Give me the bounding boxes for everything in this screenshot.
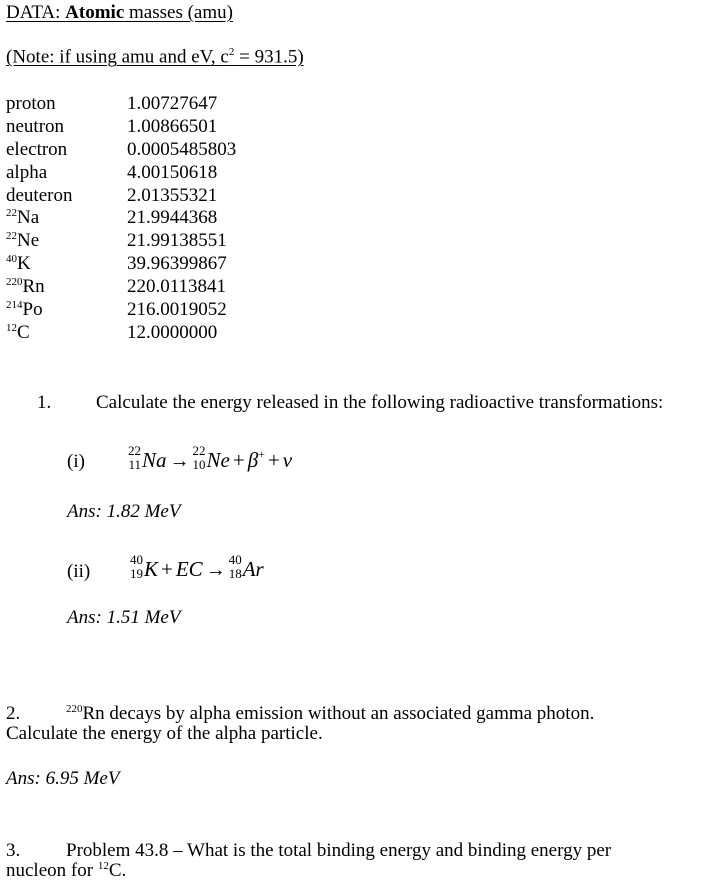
mass-row xyxy=(6,207,39,229)
q2-answer: Ans: 6.95 MeV xyxy=(6,768,120,789)
q3-line2-before: nucleon for xyxy=(6,860,98,881)
mass-number: 22 xyxy=(192,443,206,458)
page-title xyxy=(6,2,233,24)
element-symbol: Na xyxy=(142,448,167,472)
mass-value: 1.00866501 xyxy=(127,116,218,137)
title-prefix: DATA: xyxy=(6,2,66,23)
q2-line1 xyxy=(66,703,594,725)
q3-isotope: 12 xyxy=(97,860,109,872)
element-symbol: Ne xyxy=(206,448,230,472)
q3-line2 xyxy=(6,860,126,882)
mass-value: 39.96399867 xyxy=(127,253,227,274)
q1-text: Calculate the energy released in the following radioactive transformations: xyxy=(96,392,664,413)
q1-number: 1. xyxy=(37,392,52,413)
mass-name: alpha xyxy=(6,162,48,183)
note-text-before: (Note: if using amu and eV, c xyxy=(6,46,229,68)
mass-name: Rn xyxy=(22,276,45,297)
mass-isotope: 220 xyxy=(6,276,23,288)
mass-name: K xyxy=(17,253,31,274)
mass-value: 2.01355321 xyxy=(127,185,218,206)
reaction-arrow: → xyxy=(169,450,190,472)
q2-line1-text: Rn decays by alpha emission without an associated gamma photon. xyxy=(82,703,595,724)
mass-row xyxy=(6,253,31,275)
mass-value: 0.0005485803 xyxy=(127,139,237,160)
mass-row xyxy=(6,93,56,115)
mass-name: proton xyxy=(6,93,56,114)
q3-line1: Problem 43.8 – What is the total binding energy and binding energy per xyxy=(66,840,612,861)
mass-value: 21.9944368 xyxy=(127,207,218,228)
mass-value: 4.00150618 xyxy=(127,162,218,183)
note-exponent: 2 xyxy=(228,46,235,58)
q3-number: 3. xyxy=(6,840,21,861)
product-ar xyxy=(228,552,264,582)
reaction-arrow: → xyxy=(205,559,226,581)
q1-part-i-answer: Ans: 1.82 MeV xyxy=(67,501,181,522)
mass-isotope: 40 xyxy=(6,253,17,265)
mass-isotope: 214 xyxy=(6,299,23,311)
q1-part-ii-label: (ii) xyxy=(67,561,91,582)
atomic-number: 18 xyxy=(228,566,242,581)
mass-row xyxy=(6,185,72,207)
mass-name: Na xyxy=(17,207,40,228)
q3-line2-after: C. xyxy=(108,860,127,881)
plus-sign: + xyxy=(232,448,245,472)
mass-number: 22 xyxy=(128,443,141,458)
mass-row xyxy=(6,299,43,321)
mass-isotope: 22 xyxy=(6,207,17,219)
mass-row xyxy=(6,162,47,184)
mass-row xyxy=(6,230,39,252)
mass-value: 220.0113841 xyxy=(127,276,227,297)
mass-value: 1.00727647 xyxy=(127,93,218,114)
beta-symbol: β xyxy=(247,448,259,472)
mass-isotope: 12 xyxy=(6,322,17,334)
mass-value: 12.0000000 xyxy=(127,322,218,343)
electron-capture: EC xyxy=(175,557,203,581)
mass-value: 21.99138551 xyxy=(127,230,227,251)
reactant-k xyxy=(130,552,159,582)
note-text-after: = 931.5) xyxy=(234,46,304,68)
mass-value: 216.0019052 xyxy=(127,299,227,320)
plus-sign: + xyxy=(161,557,173,581)
mass-isotope: 22 xyxy=(6,230,17,242)
note-line xyxy=(6,46,304,68)
atomic-number: 11 xyxy=(128,457,141,472)
product-ne xyxy=(192,443,230,473)
mass-name: electron xyxy=(6,139,68,160)
reactant-na xyxy=(128,443,167,473)
mass-row xyxy=(6,139,67,161)
element-symbol: K xyxy=(144,557,159,581)
q1-part-ii-equation xyxy=(130,552,264,582)
neutrino-symbol: ν xyxy=(282,448,293,472)
mass-row xyxy=(6,322,30,344)
mass-name: deuteron xyxy=(6,185,73,206)
mass-name: Ne xyxy=(17,230,40,251)
beta-charge: + xyxy=(258,447,265,461)
q1-part-i-label: (i) xyxy=(67,451,85,472)
q2-isotope: 220 xyxy=(66,703,83,715)
element-symbol: Ar xyxy=(242,557,264,581)
plus-sign: + xyxy=(267,448,280,472)
title-bold: Atomic xyxy=(65,2,125,23)
q1-part-i-equation xyxy=(128,443,293,473)
atomic-number: 10 xyxy=(192,457,206,472)
mass-number: 40 xyxy=(228,552,242,567)
atomic-number: 19 xyxy=(130,566,143,581)
mass-number: 40 xyxy=(130,552,143,567)
mass-name: Po xyxy=(22,299,43,320)
title-rest: masses (amu) xyxy=(124,2,233,23)
mass-row xyxy=(6,116,64,138)
q2-number: 2. xyxy=(6,703,21,724)
q2-line2: Calculate the energy of the alpha particle. xyxy=(6,723,323,744)
mass-name: neutron xyxy=(6,116,65,137)
mass-name: C xyxy=(17,322,30,343)
q1-part-ii-answer: Ans: 1.51 MeV xyxy=(67,607,181,628)
mass-row xyxy=(6,276,45,298)
